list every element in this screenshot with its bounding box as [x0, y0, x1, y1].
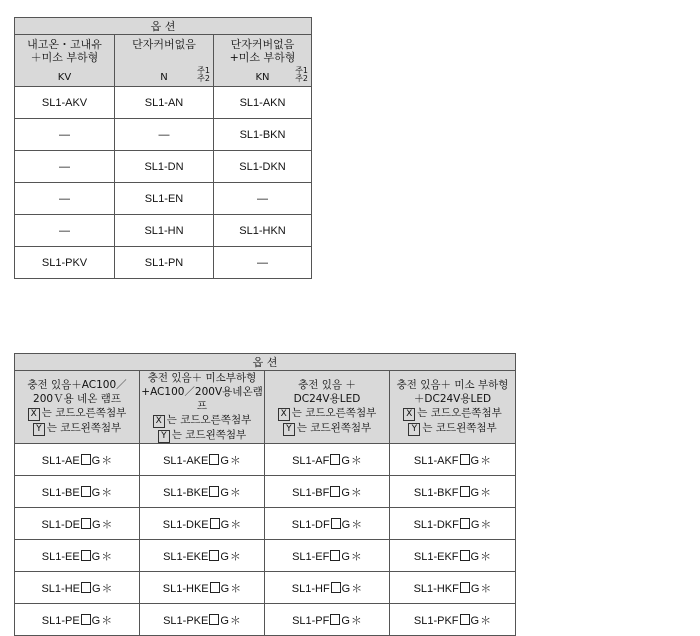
model-code: —	[158, 129, 170, 141]
model-suffix: G	[341, 518, 351, 531]
table-title-row	[15, 354, 516, 371]
asterisk-mark: ＊	[480, 518, 492, 531]
footnote-2: 주2	[197, 74, 210, 83]
column-header-line	[140, 428, 264, 443]
model-code: SL1-BE	[41, 486, 80, 499]
model-code: SL1-EKE	[163, 550, 209, 563]
column-header-line1: 단자커버없음	[230, 38, 295, 51]
column-header-line: DC24V용LED	[293, 393, 361, 405]
asterisk-mark: ＊	[350, 550, 362, 563]
model-suffix: G	[341, 614, 350, 627]
model-code: —	[59, 193, 70, 205]
column-header-line2: ＋미소 부하형	[30, 51, 99, 64]
model-suffix: G	[220, 614, 229, 627]
model-code: SL1-EN	[144, 193, 184, 205]
table-row	[15, 183, 312, 215]
column-header	[140, 371, 265, 444]
model-code: SL1-HE	[41, 582, 80, 595]
table-1-body	[15, 87, 312, 279]
footnote-marks	[295, 67, 308, 83]
model-code: SL1-AN	[144, 97, 184, 109]
table-row	[15, 444, 516, 476]
table-cell	[265, 444, 390, 476]
model-suffix: G	[470, 614, 480, 627]
model-code: SL1-HF	[291, 582, 330, 595]
asterisk-mark: ＊	[229, 614, 241, 627]
table-cell	[115, 119, 214, 151]
table-cell	[15, 572, 140, 604]
model-suffix: G	[470, 454, 480, 467]
table-cell	[214, 87, 312, 119]
footnote-1: 주1	[197, 66, 210, 75]
column-header-text: 는 코드오른쪽첨부	[417, 407, 502, 419]
model-code: SL1-HN	[144, 225, 184, 237]
table-cell	[265, 540, 390, 572]
model-code: —	[59, 225, 70, 237]
column-header-line: 200Ｖ용 네온 램프	[33, 393, 121, 405]
model-suffix: G	[91, 518, 101, 531]
placeholder-box-icon	[209, 486, 219, 497]
table-cell	[15, 508, 140, 540]
asterisk-mark: ＊	[230, 518, 242, 531]
table-cell	[115, 215, 214, 247]
table-row	[15, 572, 516, 604]
model-code: SL1-AF	[292, 454, 330, 467]
column-header-text: 는 코드왼쪽첨부	[171, 429, 247, 441]
model-suffix: G	[470, 582, 480, 595]
model-code: SL1-PF	[292, 614, 330, 627]
column-header-text: 는 코드오른쪽첨부	[291, 407, 377, 419]
model-suffix: G	[220, 518, 230, 531]
placeholder-box-icon	[331, 582, 341, 593]
model-code: SL1-DE	[41, 518, 80, 531]
boxed-x-icon: X	[28, 408, 40, 421]
column-header-line	[15, 421, 139, 436]
table-cell	[140, 444, 265, 476]
footnote-1: 주1	[295, 66, 309, 75]
placeholder-box-icon	[330, 454, 340, 465]
model-code: SL1-AKF	[413, 454, 459, 467]
column-header-line	[390, 406, 515, 421]
table-row	[15, 215, 312, 247]
table-cell	[115, 151, 214, 183]
model-code: SL1-DKE	[162, 518, 209, 531]
column-header-n	[115, 35, 214, 87]
table-cell	[15, 183, 115, 215]
model-code: SL1-DKN	[239, 161, 286, 173]
asterisk-mark: ＊	[480, 550, 492, 563]
model-suffix: G	[220, 582, 230, 595]
table-cell	[15, 119, 115, 151]
table-row	[15, 151, 312, 183]
boxed-y-icon: Y	[408, 423, 420, 436]
table-cell	[390, 540, 516, 572]
model-suffix: G	[470, 518, 480, 531]
boxed-y-icon: Y	[283, 423, 295, 436]
column-header-text: 는 코드왼쪽첨부	[296, 422, 372, 434]
table-cell	[265, 508, 390, 540]
model-code: SL1-BKN	[239, 129, 286, 141]
placeholder-box-icon	[460, 582, 470, 593]
table-cell	[115, 183, 214, 215]
asterisk-mark: ＊	[101, 614, 113, 627]
boxed-x-icon: X	[403, 408, 415, 421]
model-code: SL1-PKF	[413, 614, 459, 627]
table-cell	[140, 476, 265, 508]
boxed-x-icon: X	[278, 408, 290, 421]
column-header-line: +AC100／200V용네온램프	[141, 386, 263, 412]
table-cell	[390, 444, 516, 476]
asterisk-mark: ＊	[229, 454, 241, 467]
model-code: —	[257, 193, 268, 205]
table-cell	[214, 151, 312, 183]
model-suffix: G	[91, 454, 101, 467]
placeholder-box-icon	[81, 614, 91, 625]
asterisk-mark: ＊	[351, 582, 363, 595]
table-cell	[140, 540, 265, 572]
column-header-line	[390, 421, 515, 436]
column-header-line1: 내고온・고내유	[27, 38, 102, 51]
model-code: SL1-AKV	[41, 97, 88, 109]
model-code: SL1-BKE	[163, 486, 209, 499]
model-code: SL1-EF	[292, 550, 330, 563]
column-header-kn	[214, 35, 312, 87]
placeholder-box-icon	[460, 518, 470, 529]
placeholder-box-icon	[81, 582, 91, 593]
model-code: SL1-BF	[292, 486, 330, 499]
column-header-line	[140, 413, 264, 428]
table-cell	[115, 247, 214, 279]
model-suffix: G	[341, 550, 350, 563]
asterisk-mark: ＊	[101, 518, 113, 531]
table-cell	[15, 87, 115, 119]
model-suffix: G	[91, 582, 101, 595]
placeholder-box-icon	[460, 486, 470, 497]
column-code: N	[160, 72, 168, 83]
model-code: SL1-AKN	[239, 97, 286, 109]
boxed-x-icon: X	[153, 415, 165, 428]
boxed-y-icon: Y	[33, 423, 45, 436]
column-header	[265, 371, 390, 444]
table-cell	[214, 215, 312, 247]
model-code: SL1-PN	[144, 257, 184, 269]
column-header-line: 충전 있음 ＋	[298, 379, 356, 391]
model-code: SL1-DN	[144, 161, 184, 173]
model-suffix: G	[341, 486, 350, 499]
model-suffix: G	[91, 550, 101, 563]
asterisk-mark: ＊	[351, 518, 363, 531]
placeholder-box-icon	[460, 454, 470, 465]
model-suffix: G	[220, 550, 229, 563]
column-header-line: 충전 있음＋AC100／	[27, 379, 127, 391]
column-header-line	[15, 406, 139, 421]
footnote-marks	[197, 67, 210, 83]
model-suffix: G	[341, 582, 351, 595]
model-code: SL1-DKF	[413, 518, 459, 531]
column-header-line: 충전 있음＋ 미소부하형	[147, 372, 257, 384]
column-header	[390, 371, 516, 444]
asterisk-mark: ＊	[480, 614, 492, 627]
asterisk-mark: ＊	[101, 454, 113, 467]
column-header-line	[265, 421, 389, 436]
options-table-1	[14, 17, 312, 279]
asterisk-mark: ＊	[230, 582, 242, 595]
model-code: SL1-DF	[291, 518, 330, 531]
model-suffix: G	[220, 454, 229, 467]
model-suffix: G	[91, 614, 101, 627]
placeholder-box-icon	[330, 550, 340, 561]
model-suffix: G	[91, 486, 101, 499]
table-cell	[115, 87, 214, 119]
column-header-text: 는 코드왼쪽첨부	[46, 422, 122, 434]
model-code: SL1-EE	[41, 550, 80, 563]
asterisk-mark: ＊	[350, 486, 362, 499]
boxed-y-icon: Y	[158, 430, 170, 443]
column-header-kv	[15, 35, 115, 87]
placeholder-box-icon	[81, 454, 91, 465]
table-cell	[390, 476, 516, 508]
model-code: SL1-HKE	[162, 582, 209, 595]
asterisk-mark: ＊	[480, 486, 492, 499]
placeholder-box-icon	[460, 614, 470, 625]
model-code: SL1-BKF	[413, 486, 459, 499]
table-row	[15, 476, 516, 508]
footnote-2: 주2	[295, 74, 309, 83]
placeholder-box-icon	[81, 518, 91, 529]
placeholder-box-icon	[330, 486, 340, 497]
column-header-line: 충전 있음＋ 미소 부하형	[396, 379, 509, 391]
column-code: KV	[57, 72, 72, 83]
model-code: SL1-AKE	[163, 454, 209, 467]
placeholder-box-icon	[330, 614, 340, 625]
placeholder-box-icon	[209, 454, 219, 465]
placeholder-box-icon	[209, 614, 219, 625]
asterisk-mark: ＊	[350, 454, 362, 467]
asterisk-mark: ＊	[229, 550, 241, 563]
table-cell	[15, 444, 140, 476]
table-cell	[390, 508, 516, 540]
column-header-line: ＋DC24V용LED	[413, 393, 492, 405]
placeholder-box-icon	[210, 518, 220, 529]
table-cell	[15, 476, 140, 508]
placeholder-box-icon	[210, 582, 220, 593]
placeholder-box-icon	[81, 486, 91, 497]
table-cell	[265, 476, 390, 508]
column-code: KN	[255, 72, 270, 83]
table-cell	[214, 119, 312, 151]
model-suffix: G	[341, 454, 350, 467]
column-header-row	[15, 371, 516, 444]
column-header-line	[265, 406, 389, 421]
model-code: SL1-PKE	[163, 614, 209, 627]
table-row	[15, 247, 312, 279]
model-code: SL1-HKN	[239, 225, 286, 237]
table-title-row	[15, 18, 312, 35]
table-cell	[390, 572, 516, 604]
table-cell	[265, 572, 390, 604]
placeholder-box-icon	[331, 518, 341, 529]
model-code: —	[257, 257, 268, 269]
column-header-text: 는 코드오른쪽첨부	[166, 414, 252, 426]
table-row	[15, 540, 516, 572]
model-code: SL1-PKV	[41, 257, 88, 269]
table-cell	[15, 151, 115, 183]
model-suffix: G	[220, 486, 229, 499]
model-code: —	[59, 161, 70, 173]
table-cell	[214, 247, 312, 279]
table-cell	[140, 508, 265, 540]
table-cell	[214, 183, 312, 215]
asterisk-mark: ＊	[101, 582, 113, 595]
table-title: 옵 션	[15, 18, 312, 35]
table-row	[15, 87, 312, 119]
model-code: SL1-EKF	[413, 550, 459, 563]
model-suffix: G	[470, 550, 480, 563]
options-table-2	[14, 353, 516, 636]
column-header	[15, 371, 140, 444]
asterisk-mark: ＊	[350, 614, 362, 627]
table-cell	[140, 572, 265, 604]
column-header-line1: 단자커버없음	[132, 38, 196, 51]
column-header-row	[15, 35, 312, 87]
model-suffix: G	[470, 486, 480, 499]
asterisk-mark: ＊	[101, 486, 113, 499]
column-header-text: 는 코드오른쪽첨부	[41, 407, 127, 419]
model-code: SL1-PE	[41, 614, 80, 627]
asterisk-mark: ＊	[101, 550, 113, 563]
asterisk-mark: ＊	[480, 454, 492, 467]
model-code: SL1-AE	[41, 454, 80, 467]
table-cell	[15, 247, 115, 279]
column-header-line2: +미소 부하형	[229, 51, 296, 64]
table-2-body	[15, 444, 516, 636]
table-row	[15, 119, 312, 151]
asterisk-mark: ＊	[480, 582, 492, 595]
column-header-text: 는 코드왼쪽첨부	[422, 422, 497, 434]
table-cell	[15, 540, 140, 572]
table-title: 옵 션	[15, 354, 516, 371]
placeholder-box-icon	[460, 550, 470, 561]
table-cell	[15, 215, 115, 247]
placeholder-box-icon	[209, 550, 219, 561]
model-code: —	[59, 129, 70, 141]
model-code: SL1-HKF	[413, 582, 459, 595]
table-row	[15, 508, 516, 540]
asterisk-mark: ＊	[229, 486, 241, 499]
placeholder-box-icon	[81, 550, 91, 561]
